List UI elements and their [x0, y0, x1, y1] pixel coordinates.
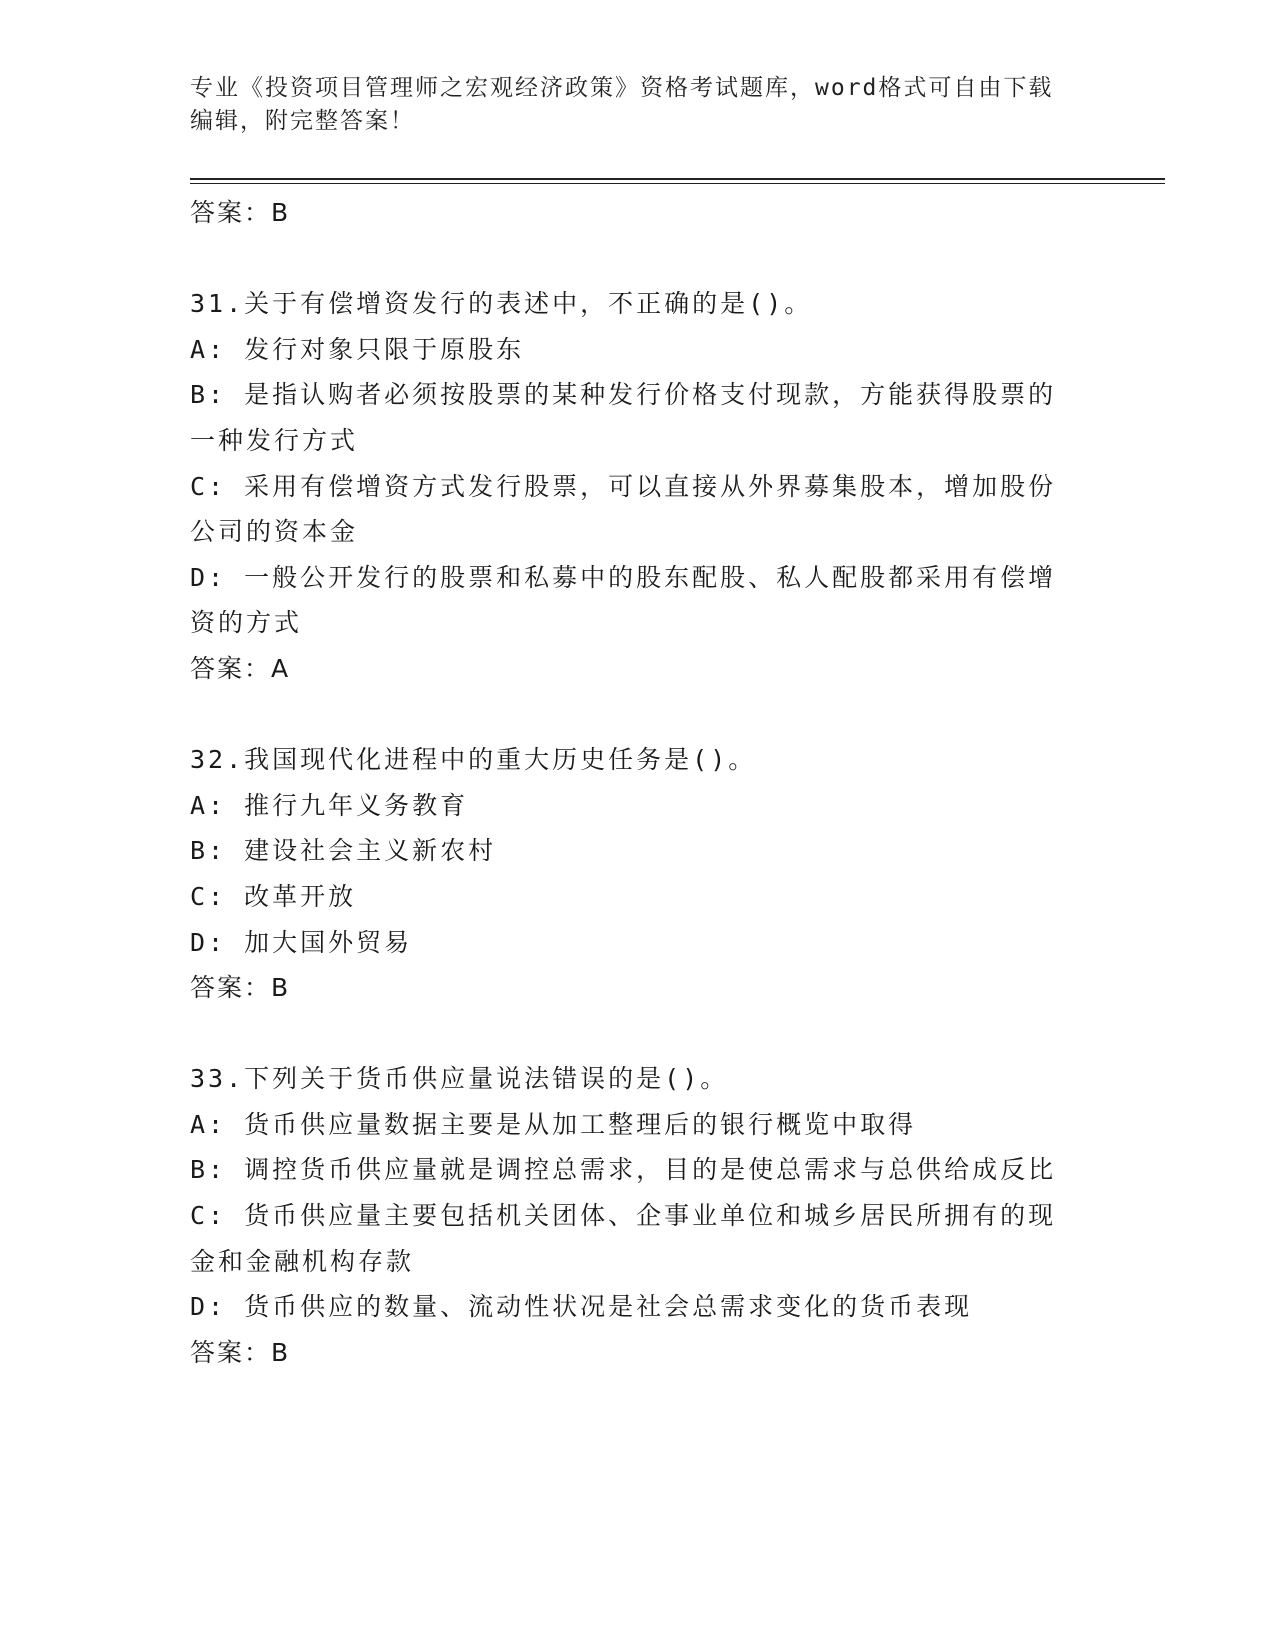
question-32-option-c: C: 改革开放 — [190, 881, 357, 911]
question-31-option-d: D: 一般公开发行的股票和私募中的股东配股、私人配股都采用有偿增 — [190, 562, 1057, 592]
question-content — [190, 190, 1080, 1375]
answer-line: 答案：B — [190, 198, 291, 227]
page-header: 专业《投资项目管理师之宏观经济政策》资格考试题库，word格式可自由下载编辑，附完整答案！ — [190, 75, 1054, 134]
question-33-option-a: A: 货币供应量数据主要是从加工整理后的银行概览中取得 — [190, 1109, 917, 1139]
question-31-option-c: C: 采用有偿增资方式发行股票，可以直接从外界募集股本，增加股份 — [190, 471, 1057, 501]
question-33-stem: 33.下列关于货币供应量说法错误的是()。 — [190, 1064, 729, 1094]
question-31-option-b-cont: 一种发行方式 — [190, 425, 359, 455]
question-31-option-b: B: 是指认购者必须按股票的某种发行价格支付现款，方能获得股票的 — [190, 380, 1057, 410]
question-33-option-b: B: 调控货币供应量就是调控总需求，目的是使总需求与总供给成反比 — [190, 1155, 1057, 1185]
question-32-option-a: A: 推行九年义务教育 — [190, 790, 469, 820]
spacer — [190, 236, 1080, 282]
question-33-option-d: D: 货币供应的数量、流动性状况是社会总需求变化的货币表现 — [190, 1292, 973, 1322]
question-32-answer: 答案：B — [190, 973, 291, 1003]
header-rule-thin — [190, 183, 1165, 184]
question-32-option-d: D: 加大国外贸易 — [190, 927, 413, 957]
question-31-option-d-cont: 资的方式 — [190, 608, 303, 638]
question-32-stem: 32.我国现代化进程中的重大历史任务是()。 — [190, 745, 757, 775]
question-32-option-b: B: 建设社会主义新农村 — [190, 836, 497, 866]
question-31-answer: 答案：A — [190, 653, 291, 683]
question-33-option-c: C: 货币供应量主要包括机关团体、企事业单位和城乡居民所拥有的现 — [190, 1201, 1057, 1231]
question-33-answer: 答案：B — [190, 1337, 291, 1367]
spacer — [190, 1011, 1080, 1057]
question-31-stem: 31.关于有偿增资发行的表述中，不正确的是()。 — [190, 289, 813, 319]
question-31-option-a: A: 发行对象只限于原股东 — [190, 334, 525, 364]
header-rule-thick — [190, 178, 1165, 180]
question-33-option-c-cont: 金和金融机构存款 — [190, 1246, 415, 1276]
question-31-option-c-cont: 公司的资本金 — [190, 517, 359, 547]
spacer — [190, 692, 1080, 738]
